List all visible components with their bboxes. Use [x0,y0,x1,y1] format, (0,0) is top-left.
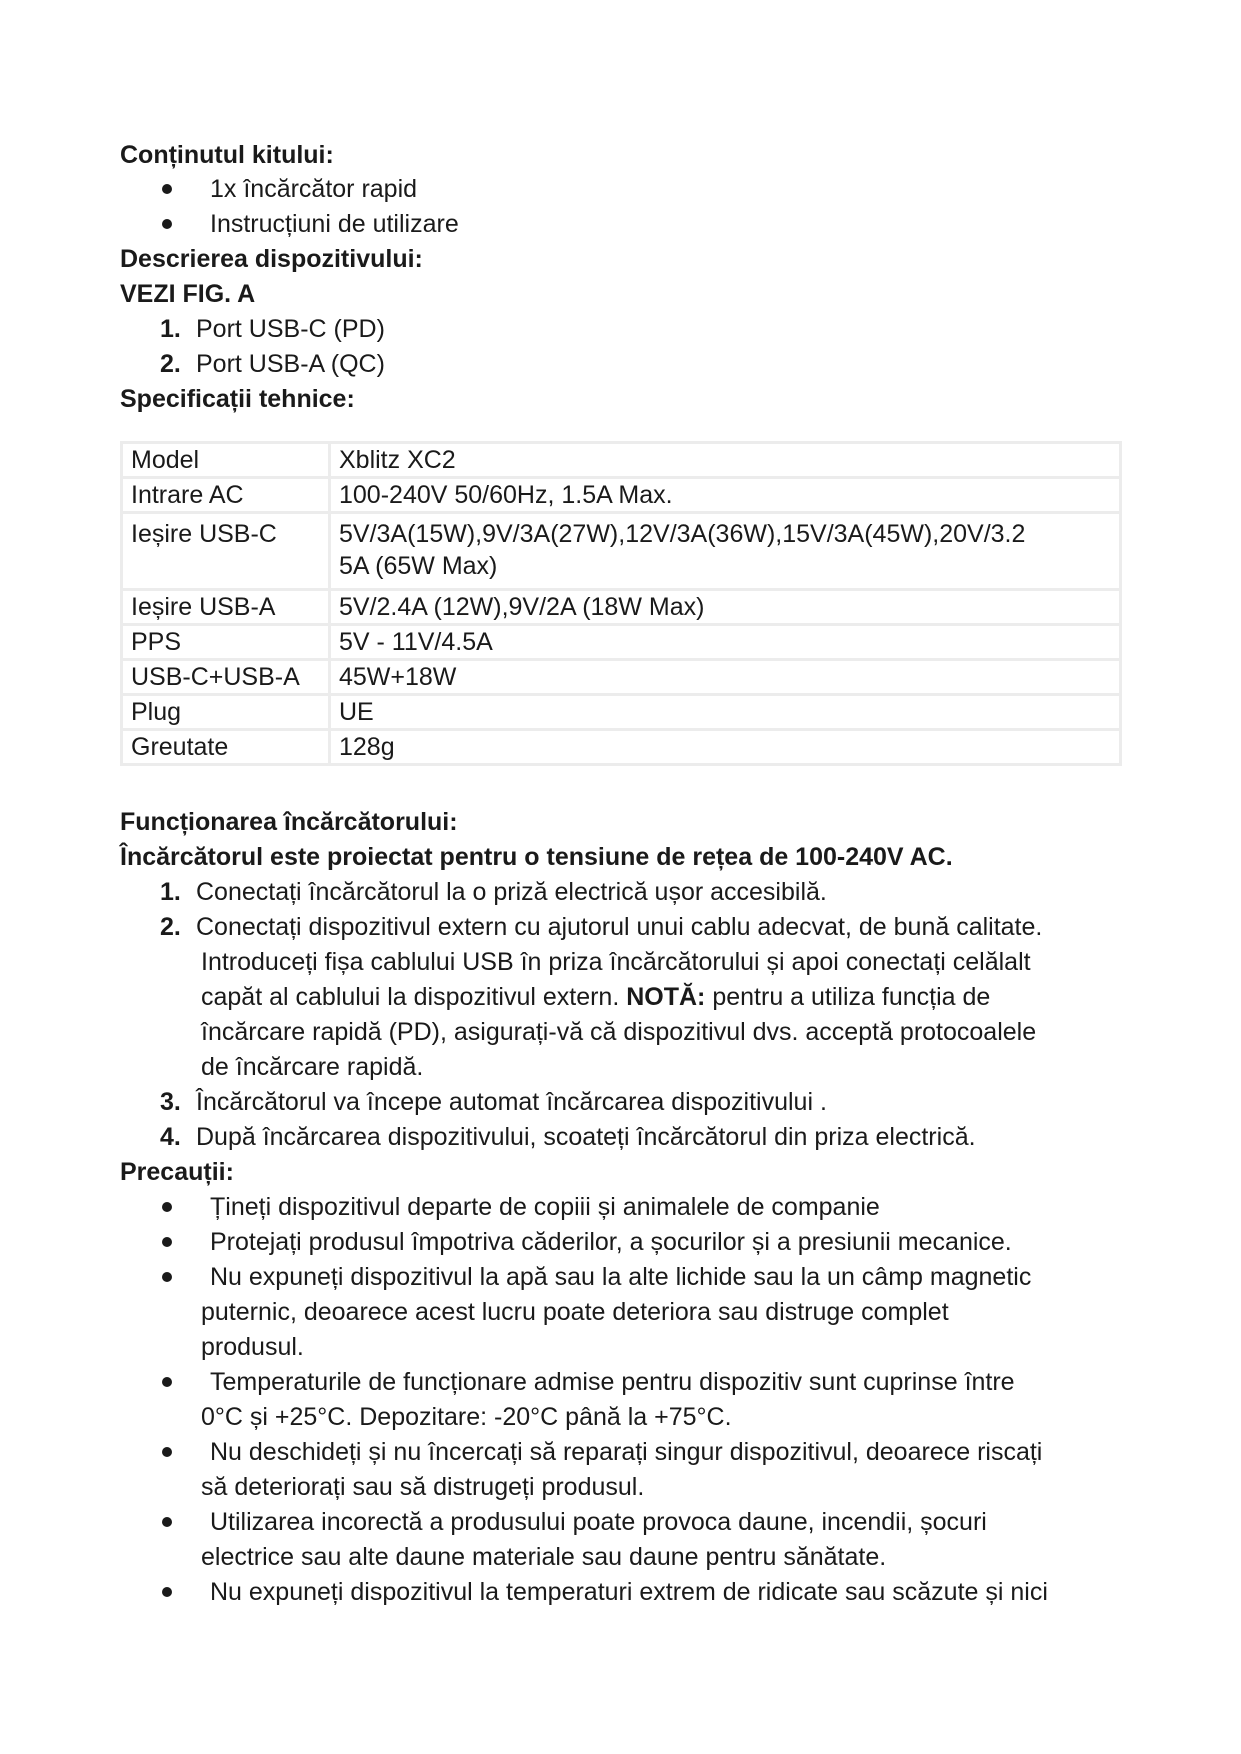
table-row [122,478,1121,513]
bullet-icon [162,1517,172,1527]
precaution-item-continued: 0°C și +25°C. Depozitare: -20°C până la +75°C. [201,1403,732,1431]
spec-value: 45W+18W [330,660,1121,695]
operation-step-continued: Introduceți fișa cablului USB în priza încărcătorului și apoi conectați celălalt [201,948,1031,976]
precautions-heading: Precauții: [120,1158,234,1186]
table-row [122,513,1121,590]
precaution-item: Nu expuneți dispozitivul la temperaturi extrem de ridicate sau scăzute și nici [210,1578,1048,1606]
note-label: NOTĂ: [626,983,706,1011]
device-heading: Descrierea dispozitivului: [120,245,423,273]
spec-key: PPS [122,625,330,660]
bullet-icon [162,1377,172,1387]
spec-value-continued: 5A (65W Max) [339,552,498,580]
precaution-item-continued: să deteriorați sau să distrugeți produsul. [201,1473,645,1501]
precaution-item-continued: puternic, deoarece acest lucru poate deteriora sau distruge complet [201,1298,949,1326]
spec-value: 5V - 11V/4.5A [330,625,1121,660]
precaution-item: Nu expuneți dispozitivul la apă sau la alte lichide sau la un câmp magnetic [210,1263,1032,1291]
step-text: pentru a utiliza funcția de [705,983,991,1011]
operation-heading: Funcționarea încărcătorului: [120,808,458,836]
bullet-icon [162,1237,172,1247]
operation-step: Încărcătorul va începe automat încărcarea dispozitivului . [196,1088,827,1116]
list-number: 3. [160,1088,181,1116]
spec-value: 5V/3A(15W),9V/3A(27W),12V/3A(36W),15V/3A(45W),20V/3.2 [339,520,1026,548]
precaution-item: Temperaturile de funcționare admise pentru dispozitiv sunt cuprinse între [210,1368,1015,1396]
operation-step-continued [201,981,990,1013]
bullet-icon [162,184,172,194]
spec-value: 128g [330,730,1121,765]
list-number: 1. [160,878,181,906]
precaution-item: Protejați produsul împotriva căderilor, a șocurilor și a presiunii mecanice. [210,1228,1012,1256]
kit-item: 1x încărcător rapid [210,175,418,203]
operation-step-continued: de încărcare rapidă. [201,1053,424,1081]
list-number: 1. [160,315,181,343]
operation-intro: Încărcătorul este proiectat pentru o tensiune de rețea de 100-240V AC. [120,843,953,871]
precaution-item-continued: produsul. [201,1333,304,1361]
list-number: 2. [160,350,181,378]
operation-step-continued: încărcare rapidă (PD), asigurați-vă că dispozitivul dvs. acceptă protocoalele [201,1018,1037,1046]
spec-key: USB-C+USB-A [122,660,330,695]
table-row [122,660,1121,695]
precaution-item: Nu deschideți și nu încercați să reparați singur dispozitivul, deoarece riscați [210,1438,1043,1466]
device-item: Port USB-C (PD) [196,315,385,343]
operation-step: Conectați încărcătorul la o priză electrică ușor accesibilă. [196,878,827,906]
spec-value: UE [330,695,1121,730]
precaution-item-continued: electrice sau alte daune materiale sau daune pentru sănătate. [201,1543,887,1571]
table-row [122,590,1121,625]
step-text: capăt al cablului la dispozitivul extern. [201,983,627,1011]
specs-heading: Specificații tehnice: [120,385,355,413]
spec-key: Model [122,443,330,478]
list-number: 4. [160,1123,181,1151]
spec-key: Greutate [122,730,330,765]
table-row [122,730,1121,765]
specs-table [120,441,1122,766]
spec-key: Ieșire USB-C [122,513,330,590]
bullet-icon [162,1202,172,1212]
precaution-item: Utilizarea incorectă a produsului poate provoca daune, incendii, șocuri [210,1508,987,1536]
table-row [122,443,1121,478]
kit-item: Instrucțiuni de utilizare [210,210,459,238]
table-row [122,695,1121,730]
spec-key: Ieșire USB-A [122,590,330,625]
device-item: Port USB-A (QC) [196,350,385,378]
bullet-icon [162,1272,172,1282]
table-row [122,625,1121,660]
spec-value-cell [330,513,1121,590]
list-number: 2. [160,913,181,941]
spec-key: Intrare AC [122,478,330,513]
kit-heading: Conținutul kitului: [120,141,334,169]
spec-value: Xblitz XC2 [330,443,1121,478]
operation-step: Conectați dispozitivul extern cu ajutorul unui cablu adecvat, de bună calitate. [196,913,1043,941]
spec-key: Plug [122,695,330,730]
bullet-icon [162,1587,172,1597]
spec-value: 100-240V 50/60Hz, 1.5A Max. [330,478,1121,513]
precaution-item: Țineți dispozitivul departe de copiii și animalele de companie [210,1193,880,1221]
bullet-icon [162,1447,172,1457]
spec-value: 5V/2.4A (12W),9V/2A (18W Max) [330,590,1121,625]
fig-reference: VEZI FIG. A [120,280,256,308]
operation-step: După încărcarea dispozitivului, scoateți încărcătorul din priza electrică. [196,1123,976,1151]
bullet-icon [162,219,172,229]
